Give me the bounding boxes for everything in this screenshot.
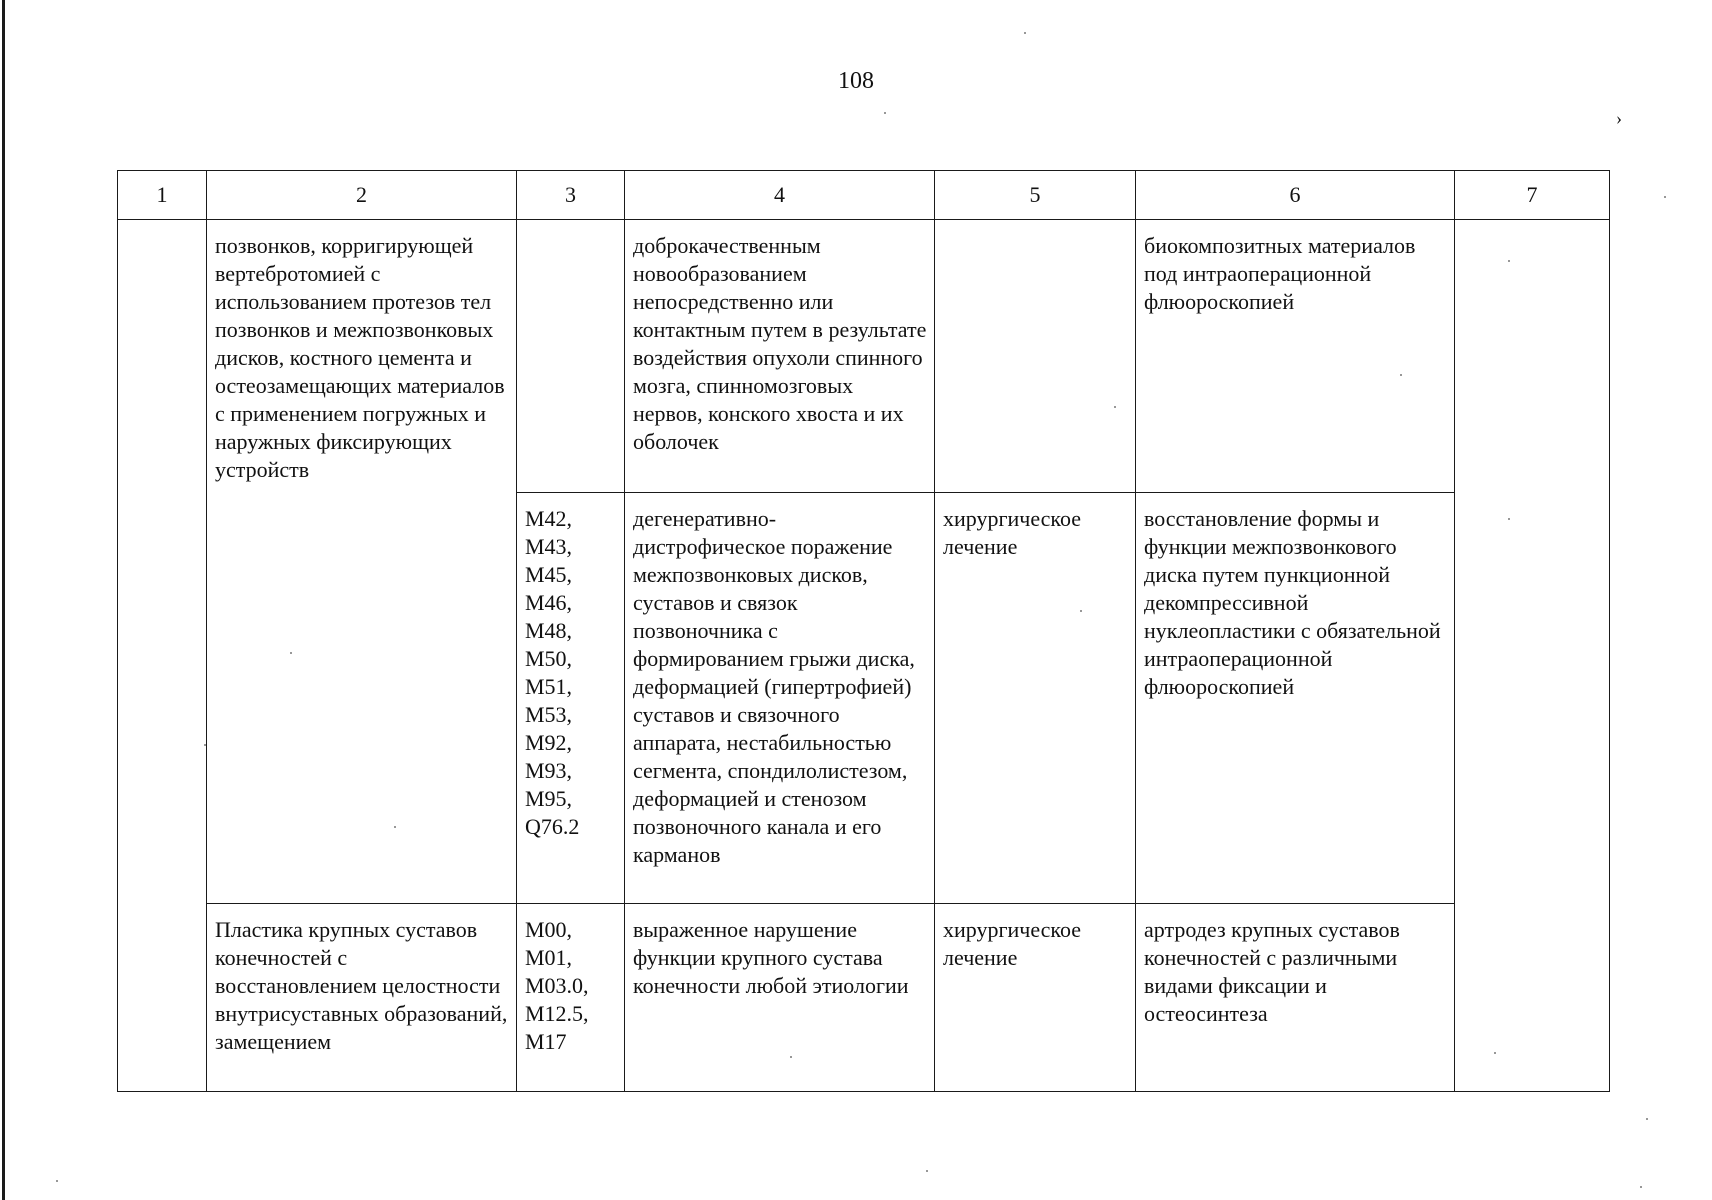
method-text: артродез крупных суставов конечностей с различными видами фиксации и остеосинтеза [1144,917,1400,1026]
stray-mark: › [1616,108,1622,128]
code-item: M53, [525,702,573,727]
cell-col7 [1455,220,1610,1092]
scan-speck [394,826,396,828]
code-item: M50, [525,646,573,671]
scan-speck [290,652,292,654]
diagnosis-text: выраженное нарушение функции крупного сустава конечности любой этиологии [633,917,909,998]
cell-method-name [207,220,517,904]
header-col-6: 6 [1136,171,1455,220]
cell-codes [517,904,625,1092]
procedures-table [117,170,1610,1092]
codes-list [525,916,618,1056]
code-item: M43, [525,534,573,559]
scan-speck [1508,518,1510,520]
code-item: M93, [525,758,573,783]
scan-speck [1400,374,1402,376]
diagnosis-text: дегенеративно-дистрофическое поражение межпозвонковых дисков, суставов и связок позвоночника с формированием грыжи диска, деформацией (гипертрофией) суставов и связочного аппарата, нестабильностью сегмента, спондилолистезом, деформацией и стенозом позвоночного канала и его карманов [633,506,915,867]
header-col-1: 1 [118,171,207,220]
method-text: биокомпозитных материалов под интраоперационной флюороскопией [1144,233,1416,314]
code-item: M00, [525,917,573,942]
code-item: M12.5, [525,1001,589,1026]
scan-speck [1508,260,1510,262]
header-col-7: 7 [1455,171,1610,220]
code-item: M01, [525,945,573,970]
table-row [118,904,1610,1092]
cell-diagnosis [625,493,935,904]
codes-list [525,505,618,841]
code-item: M03.0, [525,973,589,998]
page-number: 108 [838,68,874,94]
scan-speck [790,1056,792,1058]
scan-speck [884,112,886,114]
cell-diagnosis [625,220,935,493]
header-row [118,171,1610,220]
cell-treatment [935,904,1136,1092]
scan-speck [204,744,206,746]
header-col-4: 4 [625,171,935,220]
scan-left-edge [2,0,5,1200]
cell-method-name [207,904,517,1092]
header-col-3: 3 [517,171,625,220]
scan-speck [1640,1186,1642,1188]
code-item: M95, [525,786,573,811]
code-item: M45, [525,562,573,587]
code-item: M42, [525,506,573,531]
cell-codes [517,493,625,904]
code-item: M46, [525,590,573,615]
scan-speck [56,1180,58,1182]
scan-speck [1114,406,1116,408]
treatment-text: хирургическое лечение [943,506,1082,559]
scan-speck [1080,610,1082,612]
code-item: Q76.2 [525,814,580,839]
header-col-2: 2 [207,171,517,220]
cell-diagnosis [625,904,935,1092]
table-row [118,220,1610,493]
code-item: M48, [525,618,573,643]
cell-method [1136,904,1455,1092]
cell-method [1136,493,1455,904]
scan-speck [1646,1118,1648,1120]
scan-speck [1024,32,1026,34]
scan-speck [1494,1052,1496,1054]
cell-method [1136,220,1455,493]
method-name-text: позвонков, корригирующей вертебротомией с использованием протезов тел позвонков и межпозвонковых дисков, костного цемента и остеозамещающих материалов с применением погружных и наружных фиксирующих устройств [215,233,505,482]
method-name-text: Пластика крупных суставов конечностей с восстановлением целостности внутрисуставных образований, замещением [215,917,508,1054]
code-item: M17 [525,1029,567,1054]
treatment-text: хирургическое лечение [943,917,1082,970]
cell-treatment [935,493,1136,904]
method-text: восстановление формы и функции межпозвонкового диска путем пункционной декомпрессивной нуклеопластики с обязательной интраоперационной флюороскопией [1144,506,1441,699]
cell-codes-empty [517,220,625,493]
header-col-5: 5 [935,171,1136,220]
cell-treatment-empty [935,220,1136,493]
cell-col1 [118,220,207,1092]
code-item: M92, [525,730,573,755]
scan-speck [1664,196,1666,198]
scan-speck [926,1170,928,1172]
diagnosis-text: доброкачественным новообразованием непосредственно или контактным путем в результате воздействия опухоли спинного мозга, спинномозговых нервов, конского хвоста и их оболочек [633,233,927,454]
code-item: M51, [525,674,573,699]
